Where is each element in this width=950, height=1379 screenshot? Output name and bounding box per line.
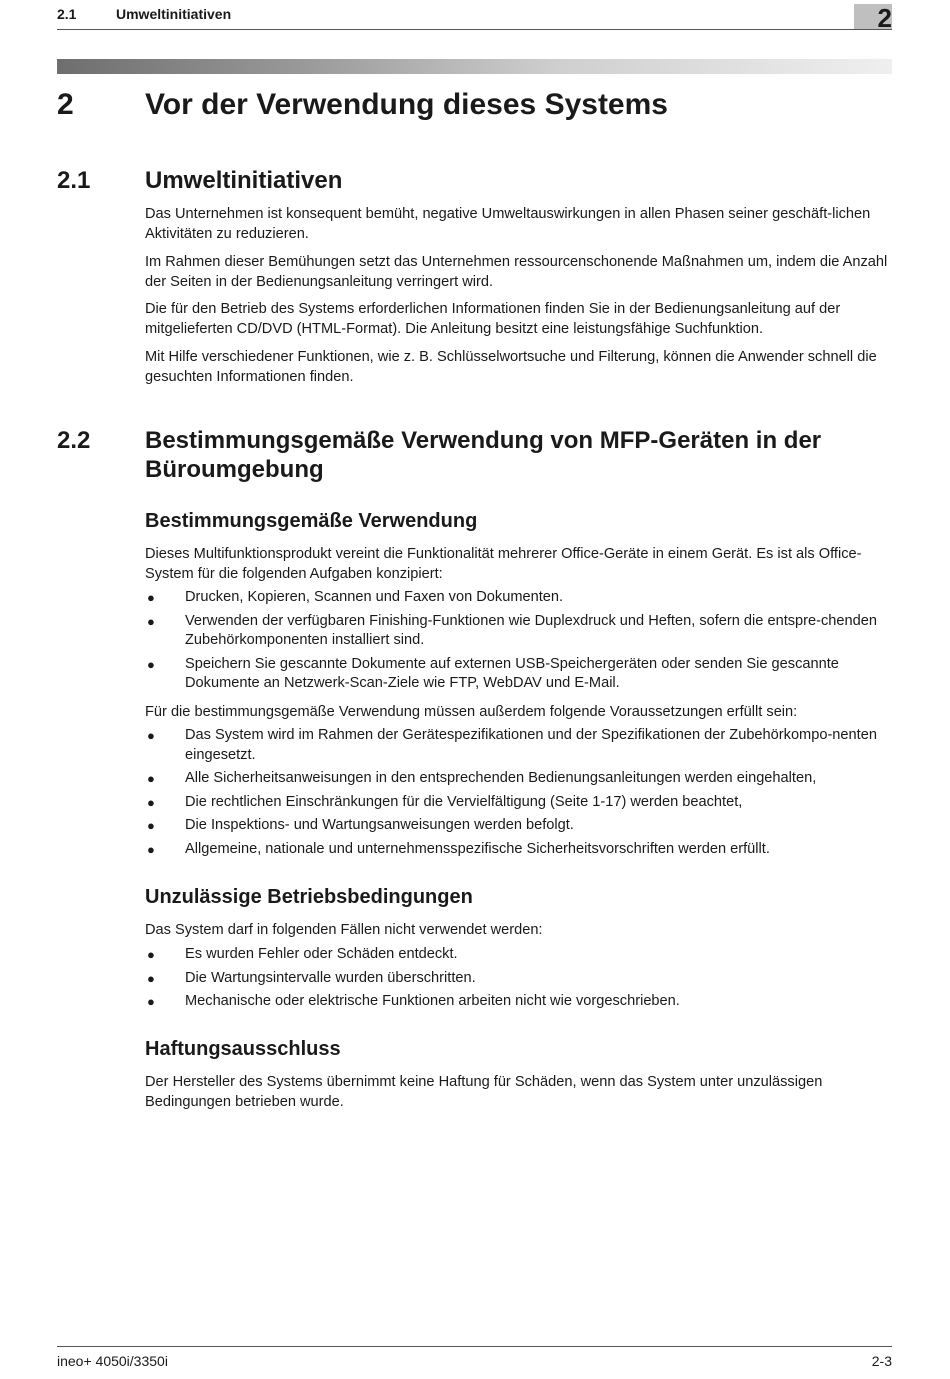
chapter-gradient-bar xyxy=(57,59,892,74)
list-item-text: Es wurden Fehler oder Schäden entdeckt. xyxy=(185,946,458,962)
bullet-list xyxy=(145,588,893,698)
bullet-icon: ● xyxy=(147,994,155,1009)
section-2-1-paragraph: Im Rahmen dieser Bemühungen setzt das Unternehmen ressourcenschonende Maßnahmen um, indem die Anzahl der Seiten in der Bedienungsanleitung verringert wird. xyxy=(145,254,888,290)
section-2-2-title: Bestimmungsgemäße Verwendung von MFP-Geräten in der Büroumgebung xyxy=(145,427,822,483)
list-item-text: Alle Sicherheitsanweisungen in den entsprechenden Bedienungsanleitungen werden eingehalten, xyxy=(185,770,817,786)
bullet-list xyxy=(145,945,893,1016)
section-2-1-paragraph: Die für den Betrieb des Systems erforderlichen Informationen finden Sie in der Bedienungsanleitung auf der mitgelieferten CD/DVD (HTML-Format). Die Anleitung besitzt eine leistungsfähige Suchfunktion. xyxy=(145,301,841,337)
list-item xyxy=(145,655,893,694)
section-2-2-number: 2.2 xyxy=(57,427,91,454)
subsection-intro: Dieses Multifunktionsprodukt vereint die Funktionalität mehrerer Office-Geräte in einem Gerät. Es ist als Office-System für die folgenden Aufgaben konzipiert: xyxy=(145,546,862,582)
subsection-text: Der Hersteller des Systems übernimmt keine Haftung für Schäden, wenn das System unter unzulässigen Bedingungen betrieben wurde. xyxy=(145,1074,823,1110)
list-item xyxy=(145,992,893,1012)
bullet-icon: ● xyxy=(147,728,155,743)
list-item xyxy=(145,769,893,789)
subsection-intro: Für die bestimmungsgemäße Verwendung müssen außerdem folgende Voraussetzungen erfüllt sein: xyxy=(145,704,798,720)
bullet-icon: ● xyxy=(147,818,155,833)
bullet-icon: ● xyxy=(147,947,155,962)
bullet-list xyxy=(145,726,893,863)
footer-page-number: 2-3 xyxy=(871,1353,892,1369)
bullet-icon: ● xyxy=(147,590,155,605)
section-2-1-paragraph: Mit Hilfe verschiedener Funktionen, wie z. B. Schlüsselwortsuche und Filterung, können die Anwender schnell die gesuchten Informationen finden. xyxy=(145,349,877,385)
footer-product-name: ineo+ 4050i/3350i xyxy=(57,1353,168,1369)
list-item-text: Speichern Sie gescannte Dokumente auf externen USB-Speichergeräten oder senden Sie gescannte Dokumente an Netzwerk-Scan-Ziele wie FTP, WebDAV und E-Mail. xyxy=(185,655,839,691)
bullet-icon: ● xyxy=(147,794,155,810)
bullet-icon: ● xyxy=(147,771,155,786)
list-item xyxy=(145,969,893,989)
list-item-text: Die Inspektions- und Wartungsanweisungen werden befolgt. xyxy=(185,817,574,833)
chapter-title: Vor der Verwendung dieses Systems xyxy=(145,88,668,121)
subsection-title: Bestimmungsgemäße Verwendung xyxy=(145,510,478,532)
running-header-section-number: 2.1 xyxy=(57,6,77,22)
page-footer xyxy=(57,1346,892,1371)
chapter-number: 2 xyxy=(57,88,74,121)
list-item xyxy=(145,793,893,813)
list-item xyxy=(145,816,893,836)
list-item xyxy=(145,612,893,651)
list-item-text: Drucken, Kopieren, Scannen und Faxen von Dokumenten. xyxy=(185,589,564,605)
bullet-icon: ● xyxy=(147,613,155,629)
section-2-1-title: Umweltinitiativen xyxy=(145,167,343,194)
list-item-text: Verwenden der verfügbaren Finishing-Funktionen wie Duplexdruck und Heften, sofern die entspre-chenden Zubehörkomponenten installiert sind. xyxy=(185,612,877,648)
list-item-text: Mechanische oder elektrische Funktionen arbeiten nicht wie vorgeschrieben. xyxy=(185,993,680,1009)
running-header xyxy=(57,3,892,33)
bullet-icon: ● xyxy=(147,970,155,986)
chapter-tab-number: 2 xyxy=(877,3,892,33)
bullet-icon: ● xyxy=(147,841,155,857)
bullet-icon: ● xyxy=(147,656,155,672)
subsection-intro: Das System darf in folgenden Fällen nicht verwendet werden: xyxy=(145,922,543,938)
subsection-title: Unzulässige Betriebsbedingungen xyxy=(145,886,473,908)
list-item-text: Die rechtlichen Einschränkungen für die Vervielfältigung (Seite 1-17) werden beachtet, xyxy=(185,793,743,810)
section-2-1-number: 2.1 xyxy=(57,167,91,194)
list-item xyxy=(145,840,893,860)
list-item xyxy=(145,726,893,765)
list-item-text: Die Wartungsintervalle wurden überschritten. xyxy=(185,969,476,986)
running-header-section-title: Umweltinitiativen xyxy=(116,6,232,22)
chapter-tab xyxy=(854,3,892,33)
subsection-title: Haftungsausschluss xyxy=(145,1038,341,1060)
list-item xyxy=(145,945,893,965)
list-item xyxy=(145,588,893,608)
list-item-text: Allgemeine, nationale und unternehmensspezifische Sicherheitsvorschriften werden erfüllt. xyxy=(185,840,770,857)
section-2-1-paragraph: Das Unternehmen ist konsequent bemüht, negative Umweltauswirkungen in allen Phasen seiner geschäft-lichen Aktivitäten zu reduzieren. xyxy=(145,206,871,242)
list-item-text: Das System wird im Rahmen der Gerätespezifikationen und der Spezifikationen der Zubehörkompo-nenten eingesetzt. xyxy=(185,727,877,763)
